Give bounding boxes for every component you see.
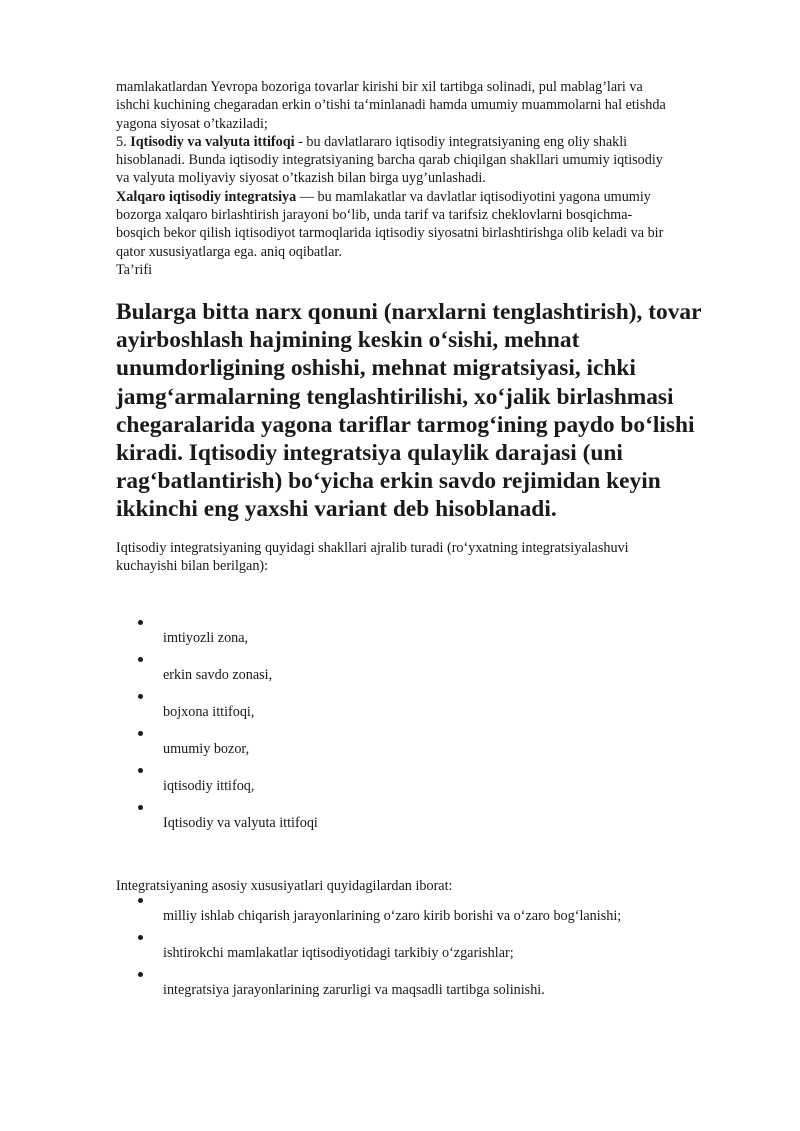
intro-line-2: ishchi kuchining chegaradan erkin o’tishi ta‘minlanadi hamda umumiy muammolarni hal etishda (116, 97, 666, 114)
list-item (0, 657, 800, 687)
heading-line-8: ikkinchi eng yaxshi variant deb hisoblanadi. (116, 496, 557, 523)
list-item-text: iqtisodiy ittifoq, (163, 778, 255, 794)
bullet-icon (138, 898, 143, 903)
item5-term: Iqtisodiy va valyuta ittifoqi (130, 133, 295, 150)
heading-line-1: Bularga bitta narx qonuni (narxlarni tenglashtirish), tovar (116, 299, 702, 325)
list-item-text: integratsiya jarayonlarining zarurligi va maqsadli tartibga solinishi. (163, 982, 545, 998)
bold-heading (116, 298, 756, 524)
bullet-icon (138, 694, 143, 699)
heading-line-3: unumdorligining oshishi, mehnat migratsiyasi, ichki (116, 355, 636, 382)
item5-number: 5. (116, 133, 131, 150)
heading-line-6: kiradi. Iqtisodiy integratsiya qulaylik darajasi (uni (116, 440, 623, 467)
list-item-text: umumiy bozor, (163, 741, 250, 757)
heading-line-4: jamgʻarmalarning tenglashtirilishi, xoʻjalik birlashmasi (116, 383, 674, 410)
list-item (0, 768, 800, 798)
list-item-text: milliy ishlab chiqarish jarayonlarining oʻzaro kirib borishi va oʻzaro bogʻlanishi; (163, 908, 622, 924)
forms-intro-line-1: Iqtisodiy integratsiyaning quyidagi shakllari ajralib turadi (roʻyxatning integratsiyalashuvi (116, 540, 629, 556)
bullet-icon (138, 768, 143, 773)
list-item (0, 898, 800, 928)
bullet-icon (138, 935, 143, 940)
bullet-icon (138, 657, 143, 662)
item5-line-3: va valyuta moliyaviy siyosat o’tkazish bilan birga uyg’unlashadi. (116, 170, 486, 187)
definition-line-3: bosqich bekor qilish iqtisodiyot tarmoqlarida iqtisodiy siyosatni birlashtirishga olib keladi va bir (116, 225, 664, 242)
intro-line-1: mamlakatlardan Yevropa bozoriga tovarlar kirishi bir xil tartibga solinadi, pul mablag’lari va (116, 79, 643, 95)
list-item-text: erkin savdo zonasi, (163, 667, 273, 683)
intro-paragraph (116, 78, 746, 279)
bullet-icon (138, 972, 143, 977)
heading-line-2: ayirboshlash hajmining keskin oʻsishi, mehnat (116, 327, 580, 354)
list-item (0, 620, 800, 650)
list-item (0, 731, 800, 761)
forms-intro-line-2: kuchayishi bilan berilgan): (116, 558, 269, 575)
heading-line-7: ragʻbatlantirish) boʻyicha erkin savdo rejimidan keyin (116, 468, 661, 495)
item5-line-1: - bu davlatlararo iqtisodiy integratsiyaning eng oliy shakli (294, 133, 628, 150)
list-item-text: Iqtisodiy va valyuta ittifoqi (163, 815, 318, 831)
definition-line-2: bozorga xalqaro birlashtirish jarayoni boʻlib, unda tarif va tarifsiz cheklovlarni bosqichma- (116, 207, 633, 224)
list-item-text: bojxona ittifoqi, (163, 704, 255, 720)
intro-line-3: yagona siyosat o’tkaziladi; (116, 115, 268, 132)
item5-line-2: hisoblanadi. Bunda iqtisodiy integratsiyaning barcha qarab chiqilgan shakllari umumiy iqtisodiy (116, 152, 663, 169)
list-item (0, 972, 800, 1002)
definition-line-4: qator xususiyatlarga ega. aniq oqibatlar. (116, 243, 342, 260)
forms-intro (116, 539, 746, 576)
list-item-text: ishtirokchi mamlakatlar iqtisodiyotidagi tarkibiy oʻzgarishlar; (163, 945, 514, 961)
list-item-text: imtiyozli zona, (163, 630, 249, 646)
definition-term: Xalqaro iqtisodiy integratsiya (116, 188, 297, 205)
list-item (0, 694, 800, 724)
bullet-icon (138, 620, 143, 625)
bullet-icon (138, 731, 143, 736)
list-item (0, 935, 800, 965)
bullet-icon (138, 805, 143, 810)
features-intro: Integratsiyaning asosiy xususiyatlari quyidagilardan iborat: (116, 878, 453, 894)
heading-line-5: chegaralarida yagona tariflar tarmogʻining paydo boʻlishi (116, 411, 695, 438)
definition-line-1: — bu mamlakatlar va davlatlar iqtisodiyotini yagona umumiy (296, 188, 651, 205)
list-item (0, 805, 800, 835)
tarifi-label: Ta’rifi (116, 261, 153, 278)
